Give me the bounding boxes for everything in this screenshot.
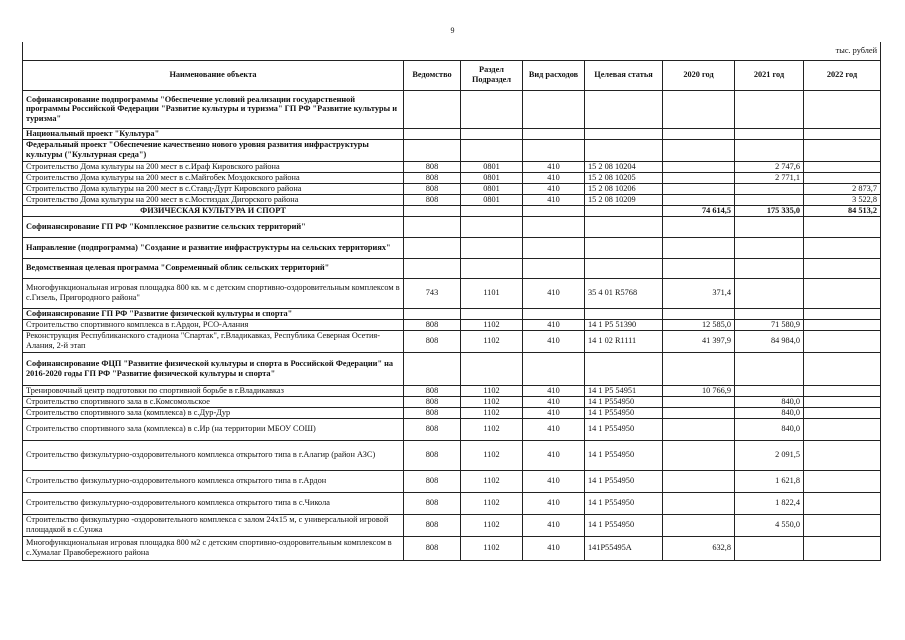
expense-type-cell xyxy=(523,216,585,237)
amount-2022-cell xyxy=(804,161,881,172)
amount-2021-cell xyxy=(735,183,804,194)
amount-2021-cell: 4 550,0 xyxy=(735,514,804,536)
target-item-cell: 14 1 P554950 xyxy=(585,514,663,536)
table-row xyxy=(23,308,881,319)
object-name-cell: Направление (подпрограмма) "Создание и развитие инфраструктуры на сельских территориях" xyxy=(23,237,404,258)
budget-table-container xyxy=(22,42,880,561)
object-name-cell: Софинансирование ГП РФ "Комплексное развитие сельских территорий" xyxy=(23,216,404,237)
amount-2022-cell xyxy=(804,128,881,139)
amount-2021-cell: 2 771,1 xyxy=(735,172,804,183)
amount-2022-cell xyxy=(804,385,881,396)
amount-2022-cell xyxy=(804,258,881,278)
target-item-cell: 14 1 02 R1111 xyxy=(585,330,663,352)
target-item-cell: 14 1 P554950 xyxy=(585,407,663,418)
amount-2020-cell xyxy=(663,352,735,385)
amount-2021-cell xyxy=(735,216,804,237)
target-item-cell: 14 1 P554950 xyxy=(585,440,663,470)
expense-type-cell: 410 xyxy=(523,418,585,440)
amount-2022-cell xyxy=(804,440,881,470)
amount-2020-cell xyxy=(663,194,735,205)
table-header-row xyxy=(23,60,881,90)
section-cell xyxy=(461,139,523,161)
department-cell: 808 xyxy=(404,161,461,172)
amount-2022-cell xyxy=(804,330,881,352)
amount-2022-cell xyxy=(804,308,881,319)
amount-2021-cell: 1 822,4 xyxy=(735,492,804,514)
section-cell: 1102 xyxy=(461,418,523,440)
header-expense-type: Вид расходов xyxy=(523,60,585,90)
amount-2020-cell: 371,4 xyxy=(663,278,735,308)
table-row xyxy=(23,128,881,139)
section-cell: 1102 xyxy=(461,514,523,536)
object-name-cell: Софинансирование ФЦП "Развитие физической культуры и спорта в Российской Федерации" на 2016-2020 годы ГП РФ "Развитие физической культуры и спорта" xyxy=(23,352,404,385)
target-item-cell xyxy=(585,352,663,385)
department-cell: 808 xyxy=(404,514,461,536)
header-section: Раздел Подраздел xyxy=(461,60,523,90)
expense-type-cell: 410 xyxy=(523,319,585,330)
object-name-cell: ФИЗИЧЕСКАЯ КУЛЬТУРА И СПОРТ xyxy=(23,205,404,216)
table-row xyxy=(23,396,881,407)
amount-2021-cell: 2 091,5 xyxy=(735,440,804,470)
amount-2020-cell xyxy=(663,216,735,237)
amount-2021-cell: 84 984,0 xyxy=(735,330,804,352)
expense-type-cell: 410 xyxy=(523,536,585,560)
amount-2021-cell: 840,0 xyxy=(735,407,804,418)
object-name-cell: Строительство спортивного зала в с.Комсомольское xyxy=(23,396,404,407)
department-cell xyxy=(404,352,461,385)
expense-type-cell: 410 xyxy=(523,492,585,514)
amount-2021-cell xyxy=(735,237,804,258)
section-cell xyxy=(461,258,523,278)
table-row xyxy=(23,161,881,172)
target-item-cell xyxy=(585,308,663,319)
expense-type-cell: 410 xyxy=(523,470,585,492)
header-target-item: Целевая статья xyxy=(585,60,663,90)
target-item-cell: 15 2 08 10206 xyxy=(585,183,663,194)
amount-2020-cell xyxy=(663,492,735,514)
amount-2020-cell xyxy=(663,128,735,139)
target-item-cell: 141P55495А xyxy=(585,536,663,560)
expense-type-cell xyxy=(523,308,585,319)
object-name-cell: Строительство физкультурно-оздоровительного комплекса открытого типа в г.Алагир (район АЗС) xyxy=(23,440,404,470)
amount-2020-cell xyxy=(663,237,735,258)
header-name: Наименование объекта xyxy=(23,60,404,90)
department-cell: 808 xyxy=(404,470,461,492)
expense-type-cell: 410 xyxy=(523,194,585,205)
amount-2020-cell xyxy=(663,172,735,183)
table-row xyxy=(23,492,881,514)
table-row xyxy=(23,514,881,536)
target-item-cell: 14 1 P554950 xyxy=(585,418,663,440)
section-cell xyxy=(461,352,523,385)
amount-2020-cell: 74 614,5 xyxy=(663,205,735,216)
section-cell xyxy=(461,205,523,216)
department-cell: 808 xyxy=(404,407,461,418)
amount-2022-cell xyxy=(804,139,881,161)
table-row xyxy=(23,216,881,237)
table-row xyxy=(23,418,881,440)
amount-2020-cell: 632,8 xyxy=(663,536,735,560)
object-name-cell: Федеральный проект "Обеспечение качественно нового уровня развития инфраструктуры культуры ("Культурная среда") xyxy=(23,139,404,161)
table-row xyxy=(23,407,881,418)
expense-type-cell: 410 xyxy=(523,330,585,352)
table-row xyxy=(23,194,881,205)
table-row xyxy=(23,278,881,308)
target-item-cell: 14 1 P554950 xyxy=(585,492,663,514)
section-cell: 0801 xyxy=(461,183,523,194)
table-row xyxy=(23,470,881,492)
object-name-cell: Национальный проект "Культура" xyxy=(23,128,404,139)
target-item-cell: 14 1 P5 51390 xyxy=(585,319,663,330)
section-cell: 0801 xyxy=(461,172,523,183)
expense-type-cell xyxy=(523,205,585,216)
expense-type-cell: 410 xyxy=(523,396,585,407)
section-cell: 1101 xyxy=(461,278,523,308)
table-row xyxy=(23,385,881,396)
target-item-cell xyxy=(585,90,663,128)
section-cell: 1102 xyxy=(461,385,523,396)
amount-2022-cell xyxy=(804,492,881,514)
target-item-cell xyxy=(585,205,663,216)
object-name-cell: Тренировочный центр подготовки по спортивной борьбе в г.Владикавказ xyxy=(23,385,404,396)
department-cell xyxy=(404,205,461,216)
amount-2022-cell xyxy=(804,90,881,128)
target-item-cell: 14 1 P5 54951 xyxy=(585,385,663,396)
expense-type-cell xyxy=(523,352,585,385)
department-cell xyxy=(404,216,461,237)
amount-2020-cell xyxy=(663,418,735,440)
amount-2021-cell: 1 621,8 xyxy=(735,470,804,492)
amount-2022-cell xyxy=(804,216,881,237)
header-2021: 2021 год xyxy=(735,60,804,90)
section-cell xyxy=(461,90,523,128)
amount-2022-cell xyxy=(804,407,881,418)
expense-type-cell xyxy=(523,258,585,278)
department-cell xyxy=(404,258,461,278)
table-row xyxy=(23,90,881,128)
object-name-cell: Строительство Дома культуры на 200 мест в с.Мостиздах Дигорского района xyxy=(23,194,404,205)
amount-2020-cell xyxy=(663,258,735,278)
department-cell xyxy=(404,308,461,319)
amount-2020-cell xyxy=(663,139,735,161)
department-cell xyxy=(404,237,461,258)
expense-type-cell xyxy=(523,128,585,139)
page-number: 9 xyxy=(450,26,455,35)
amount-2021-cell xyxy=(735,90,804,128)
section-cell: 1102 xyxy=(461,470,523,492)
section-cell: 1102 xyxy=(461,319,523,330)
department-cell: 808 xyxy=(404,319,461,330)
table-row xyxy=(23,352,881,385)
section-cell: 0801 xyxy=(461,194,523,205)
object-name-cell: Строительство физкультурно -оздоровительного комплекса с залом 24х15 м, с универсальной игровой площадкой в с.Сунжа xyxy=(23,514,404,536)
amount-2022-cell xyxy=(804,352,881,385)
target-item-cell xyxy=(585,258,663,278)
section-cell: 1102 xyxy=(461,407,523,418)
object-name-cell: Многофункциональная игровая площадка 800 м2 с детским спортивно-оздоровительным комплексом в с.Хумалаг Правобережного района xyxy=(23,536,404,560)
amount-2021-cell xyxy=(735,352,804,385)
section-cell: 1102 xyxy=(461,492,523,514)
target-item-cell xyxy=(585,128,663,139)
amount-2021-cell xyxy=(735,128,804,139)
amount-2020-cell xyxy=(663,514,735,536)
department-cell: 808 xyxy=(404,194,461,205)
department-cell xyxy=(404,90,461,128)
expense-type-cell: 410 xyxy=(523,278,585,308)
expense-type-cell xyxy=(523,90,585,128)
amount-2022-cell xyxy=(804,536,881,560)
object-name-cell: Строительство Дома культуры на 200 мест в с.Ираф Кировского района xyxy=(23,161,404,172)
amount-2022-cell xyxy=(804,237,881,258)
object-name-cell: Софинансирование ГП РФ "Развитие физической культуры и спорта" xyxy=(23,308,404,319)
table-row xyxy=(23,183,881,194)
department-cell xyxy=(404,139,461,161)
target-item-cell: 15 2 08 10204 xyxy=(585,161,663,172)
amount-2020-cell xyxy=(663,161,735,172)
target-item-cell xyxy=(585,237,663,258)
amount-2021-cell xyxy=(735,258,804,278)
table-row xyxy=(23,319,881,330)
section-cell xyxy=(461,216,523,237)
amount-2022-cell xyxy=(804,396,881,407)
amount-2021-cell: 2 747,6 xyxy=(735,161,804,172)
amount-2020-cell xyxy=(663,470,735,492)
expense-type-cell: 410 xyxy=(523,407,585,418)
expense-type-cell: 410 xyxy=(523,514,585,536)
amount-2021-cell xyxy=(735,194,804,205)
amount-2021-cell xyxy=(735,139,804,161)
object-name-cell: Строительство Дома культуры на 200 мест в с.Майгобек Моздокского района xyxy=(23,172,404,183)
amount-2020-cell xyxy=(663,183,735,194)
amount-2021-cell: 840,0 xyxy=(735,418,804,440)
amount-2021-cell: 71 580,9 xyxy=(735,319,804,330)
header-dept: Ведомство xyxy=(404,60,461,90)
section-cell: 1102 xyxy=(461,536,523,560)
table-row xyxy=(23,205,881,216)
amount-2022-cell xyxy=(804,514,881,536)
department-cell: 808 xyxy=(404,440,461,470)
table-row xyxy=(23,536,881,560)
section-cell xyxy=(461,308,523,319)
department-cell: 808 xyxy=(404,172,461,183)
amount-2020-cell xyxy=(663,440,735,470)
table-row xyxy=(23,172,881,183)
expense-type-cell: 410 xyxy=(523,161,585,172)
expense-type-cell: 410 xyxy=(523,440,585,470)
expense-type-cell: 410 xyxy=(523,385,585,396)
header-2020: 2020 год xyxy=(663,60,735,90)
target-item-cell: 35 4 01 R5768 xyxy=(585,278,663,308)
department-cell: 808 xyxy=(404,330,461,352)
expense-type-cell xyxy=(523,237,585,258)
amount-2022-cell xyxy=(804,319,881,330)
table-row xyxy=(23,237,881,258)
amount-2020-cell: 12 585,0 xyxy=(663,319,735,330)
target-item-cell xyxy=(585,216,663,237)
amount-2022-cell xyxy=(804,172,881,183)
amount-2021-cell: 175 335,0 xyxy=(735,205,804,216)
department-cell xyxy=(404,128,461,139)
amount-2020-cell: 41 397,9 xyxy=(663,330,735,352)
object-name-cell: Строительство спортивного зала (комплекса) в с.Ир (на территории МБОУ СОШ) xyxy=(23,418,404,440)
amount-2021-cell xyxy=(735,385,804,396)
budget-table xyxy=(22,42,881,561)
department-cell: 743 xyxy=(404,278,461,308)
amount-2022-cell xyxy=(804,470,881,492)
department-cell: 808 xyxy=(404,418,461,440)
target-item-cell: 15 2 08 10209 xyxy=(585,194,663,205)
object-name-cell: Строительство Дома культуры на 200 мест в с.Ставд-Дурт Кировского района xyxy=(23,183,404,194)
object-name-cell: Строительство физкультурно-оздоровительного комплекса открытого типа в с.Чикола xyxy=(23,492,404,514)
amount-2021-cell: 840,0 xyxy=(735,396,804,407)
amount-2020-cell: 10 766,9 xyxy=(663,385,735,396)
object-name-cell: Строительство спортивного комплекса в г.Ардон, РСО-Алания xyxy=(23,319,404,330)
amount-2021-cell xyxy=(735,536,804,560)
object-name-cell: Реконструкция Республиканского стадиона "Спартак", г.Владикавказ, Республика Северная Осетия-Алания, 2-й этап xyxy=(23,330,404,352)
department-cell: 808 xyxy=(404,492,461,514)
object-name-cell: Софинансирование подпрограммы "Обеспечение условий реализации государственной программы Российской Федерации "Развитие культуры и туризма" ГП РФ "Развитие культуры и туризма" xyxy=(23,90,404,128)
table-row xyxy=(23,440,881,470)
object-name-cell: Строительство спортивного зала (комплекса) в с.Дур-Дур xyxy=(23,407,404,418)
header-2022: 2022 год xyxy=(804,60,881,90)
section-cell: 0801 xyxy=(461,161,523,172)
amount-2022-cell: 84 513,2 xyxy=(804,205,881,216)
amount-2020-cell xyxy=(663,407,735,418)
department-cell: 808 xyxy=(404,536,461,560)
amount-2022-cell xyxy=(804,418,881,440)
department-cell: 808 xyxy=(404,385,461,396)
target-item-cell: 14 1 P554950 xyxy=(585,396,663,407)
units-label: тыс. рублей xyxy=(23,42,881,60)
department-cell: 808 xyxy=(404,396,461,407)
table-row xyxy=(23,258,881,278)
section-cell: 1102 xyxy=(461,440,523,470)
department-cell: 808 xyxy=(404,183,461,194)
amount-2020-cell xyxy=(663,308,735,319)
target-item-cell: 14 1 P554950 xyxy=(585,470,663,492)
expense-type-cell xyxy=(523,139,585,161)
amount-2021-cell xyxy=(735,278,804,308)
amount-2022-cell: 3 522,8 xyxy=(804,194,881,205)
object-name-cell: Многофункциональная игровая площадка 800 кв. м с детским спортивно-оздоровительным комплексом в с.Гизель, Пригородного района" xyxy=(23,278,404,308)
amount-2022-cell: 2 873,7 xyxy=(804,183,881,194)
expense-type-cell: 410 xyxy=(523,172,585,183)
amount-2022-cell xyxy=(804,278,881,308)
object-name-cell: Ведомственная целевая программа "Современный облик сельских территорий" xyxy=(23,258,404,278)
section-cell xyxy=(461,128,523,139)
section-cell: 1102 xyxy=(461,396,523,407)
target-item-cell: 15 2 08 10205 xyxy=(585,172,663,183)
amount-2020-cell xyxy=(663,396,735,407)
amount-2021-cell xyxy=(735,308,804,319)
expense-type-cell: 410 xyxy=(523,183,585,194)
section-cell: 1102 xyxy=(461,330,523,352)
target-item-cell xyxy=(585,139,663,161)
section-cell xyxy=(461,237,523,258)
amount-2020-cell xyxy=(663,90,735,128)
object-name-cell: Строительство физкультурно-оздоровительного комплекса открытого типа в г.Ардон xyxy=(23,470,404,492)
table-row xyxy=(23,330,881,352)
table-row xyxy=(23,139,881,161)
